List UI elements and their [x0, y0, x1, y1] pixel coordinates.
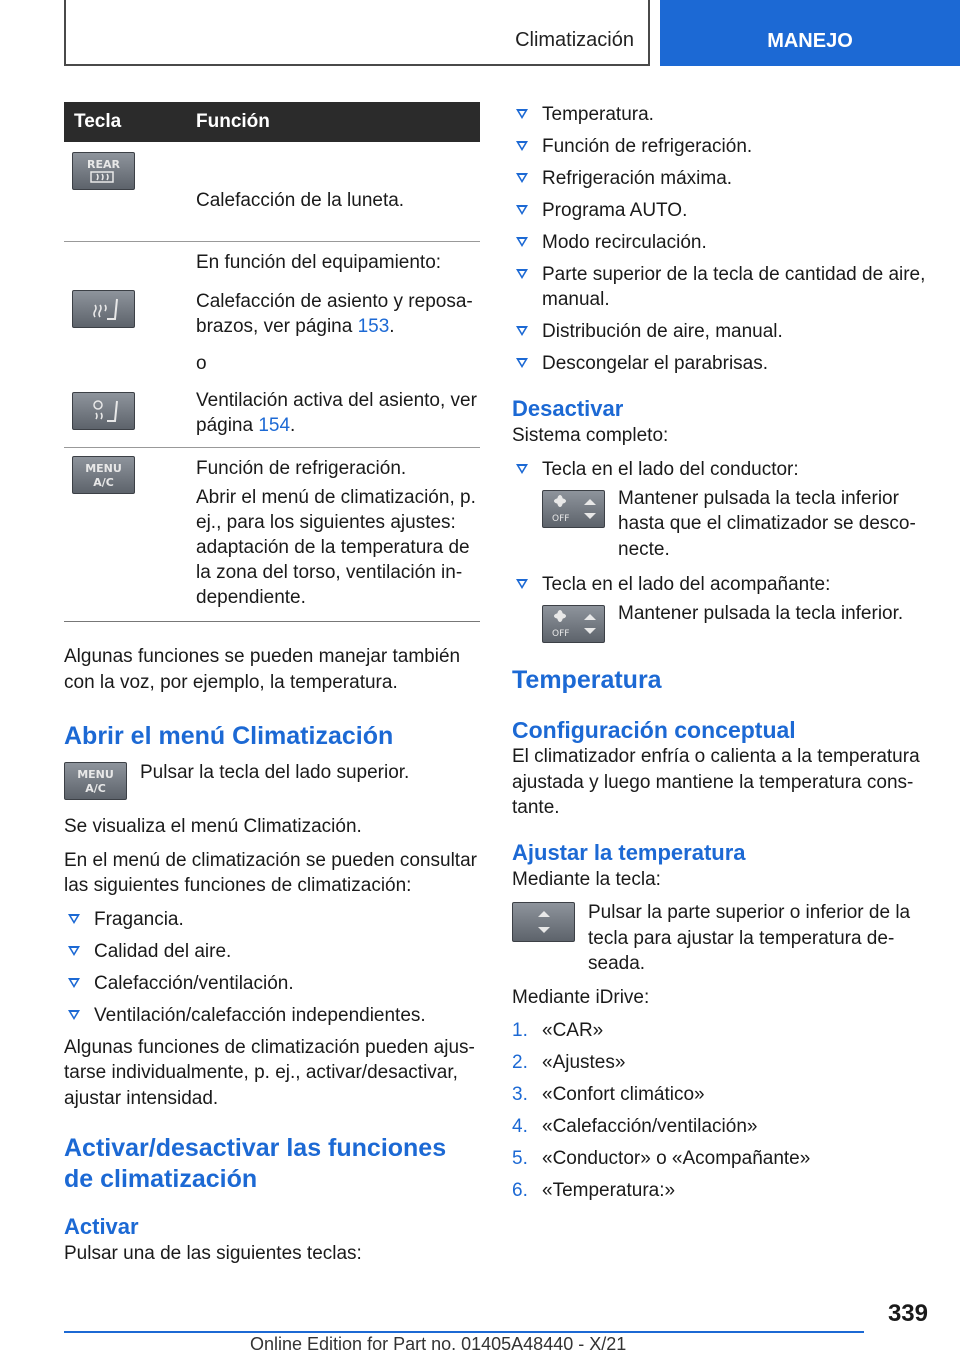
key-label: A/C — [85, 781, 106, 795]
key-label: MENU — [85, 461, 122, 475]
table-header — [64, 102, 480, 142]
list-item: Calidad del aire. — [64, 939, 480, 964]
via-idrive-text: Mediante iDrive: — [512, 986, 650, 1008]
list-item: Calefacción/ventilación. — [64, 971, 480, 996]
page-header — [0, 0, 960, 66]
list-item: Fragancia. — [64, 907, 480, 932]
deactivate-list — [512, 457, 932, 482]
menu-functions-list — [64, 907, 480, 1028]
chapter-tab — [660, 0, 960, 66]
row-text: Calefacción de la luneta. — [196, 190, 405, 211]
complete-system-text: Sistema completo: — [512, 425, 669, 446]
seat-heating-icon — [72, 290, 135, 328]
rocker-key-text: Pulsar la parte superior o inferior de la tecla para ajustar la temperatura deseada. — [588, 902, 911, 974]
page-link-154[interactable]: 154 — [258, 415, 291, 436]
via-key-text: Mediante la tecla: — [512, 868, 661, 890]
chapter-tab-label: MANEJO — [767, 30, 853, 52]
row-intro: En función del equipamiento: — [196, 252, 442, 273]
deactivate-list-2 — [512, 572, 932, 597]
seat-vent-text: Ventilación activa del asiento, ver página 154. — [196, 390, 477, 436]
footer-divider — [64, 1331, 864, 1333]
heading-adjust-temperature: Ajustar la temperatura — [512, 839, 746, 865]
list-item: Parte superior de la tecla de cantidad de aire, manual. — [512, 262, 932, 312]
press-keys-text: Pulsar una de las siguientes teclas: — [64, 1243, 362, 1264]
header-box — [64, 0, 650, 66]
list-item: 1. «CAR» — [512, 1020, 604, 1041]
list-item: Temperatura. — [512, 102, 932, 127]
consult-text: En el menú de climatización se pueden consultar las siguientes funciones de climatización: — [64, 849, 477, 896]
list-item: 6. «Temperatura:» — [512, 1180, 676, 1201]
individual-text: Algunas funciones de climatización pueden ajustarse individualmente, p. ej., activar/desactivar, ajustar intensidad. — [64, 1036, 475, 1109]
table-row — [64, 142, 480, 242]
key-function-table — [64, 102, 480, 622]
passenger-key-text: Mantener pulsada la tecla inferior. — [618, 603, 904, 624]
rear-window-heat-icon — [72, 152, 135, 190]
concept-text: El climatizador enfría o calienta a la temperatura ajustada y luego mantiene la temperatura constante. — [512, 746, 920, 818]
table-row — [64, 448, 480, 622]
left-column — [64, 102, 480, 1275]
list-item: 2. «Ajustes» — [512, 1052, 626, 1073]
list-item: 5. «Conductor» o «Acompañante» — [512, 1148, 811, 1169]
section-title: Climatización — [515, 29, 634, 51]
table-header-function: Función — [196, 111, 270, 132]
key-label: A/C — [93, 475, 114, 489]
menu-key-text: Pulsar la tecla del lado superior. — [140, 762, 410, 783]
or-text: o — [196, 353, 207, 374]
fan-off-key-icon — [542, 605, 605, 643]
svg-text:OFF: OFF — [551, 513, 569, 524]
right-column — [512, 102, 932, 1210]
fan-off-key-icon — [542, 490, 605, 528]
list-item: Tecla en el lado del conductor: — [512, 457, 932, 482]
key-label: MENU — [77, 767, 114, 781]
list-item: Modo recirculación. — [512, 230, 932, 255]
key-label: REAR — [87, 157, 120, 171]
menu-ac-key-icon — [72, 456, 135, 494]
table-row — [64, 242, 480, 448]
list-item: Programa AUTO. — [512, 198, 932, 223]
svg-text:OFF: OFF — [551, 629, 569, 639]
row-text: Abrir el menú de climatización, p. ej., para los siguientes ajustes: adaptación de la temperatura de la zona del torso, ventilación independiente. — [196, 487, 476, 608]
list-item: Ventilación/calefacción independientes. — [64, 1003, 480, 1028]
voice-paragraph: Algunas funciones se pueden manejar también con la voz, por ejemplo, la temperatura. — [64, 646, 461, 693]
edition-text: Online Edition for Part no. 01405A48440 - X/21 — [250, 1334, 627, 1354]
list-item: Función de refrigeración. — [512, 134, 932, 159]
heading-activate: Activar — [64, 1214, 139, 1239]
page-link-153[interactable]: 153 — [357, 316, 390, 337]
table-header-key: Tecla — [74, 111, 122, 132]
heading-deactivate: Desactivar — [512, 396, 624, 421]
heading-activate-functions: Activar/desactivar las funciones de climatización — [64, 1134, 447, 1193]
menu-ac-key-icon — [64, 762, 127, 800]
temperature-rocker-icon — [512, 902, 575, 942]
list-item: Refrigeración máxima. — [512, 166, 932, 191]
heat-waves-icon — [87, 170, 117, 184]
list-item: 3. «Confort climático» — [512, 1084, 705, 1105]
list-item: Distribución de aire, manual. — [512, 319, 932, 344]
heading-temperature: Temperatura — [512, 666, 662, 694]
list-item: Descongelar el parabrisas. — [512, 351, 932, 376]
idrive-steps — [512, 1018, 932, 1203]
page-number: 339 — [887, 1300, 928, 1327]
list-item: 4. «Calefacción/ventilación» — [512, 1116, 758, 1137]
driver-key-text: Mantener pulsada la tecla inferior hasta que el climatizador se desconecte. — [618, 487, 916, 560]
row-text: Función de refrigeración. — [196, 458, 407, 479]
list-item: Tecla en el lado del acompañante: — [512, 572, 932, 597]
menu-shown-text: Se visualiza el menú Climatización. — [64, 816, 362, 837]
keys-list — [512, 102, 932, 376]
seat-heating-text: Calefacción de asiento y reposabrazos, ver página 153. — [196, 291, 473, 337]
seat-ventilation-icon — [72, 392, 135, 430]
heading-concept: Configuración conceptual — [512, 717, 796, 743]
heading-open-menu: Abrir el menú Climatización — [64, 722, 394, 750]
